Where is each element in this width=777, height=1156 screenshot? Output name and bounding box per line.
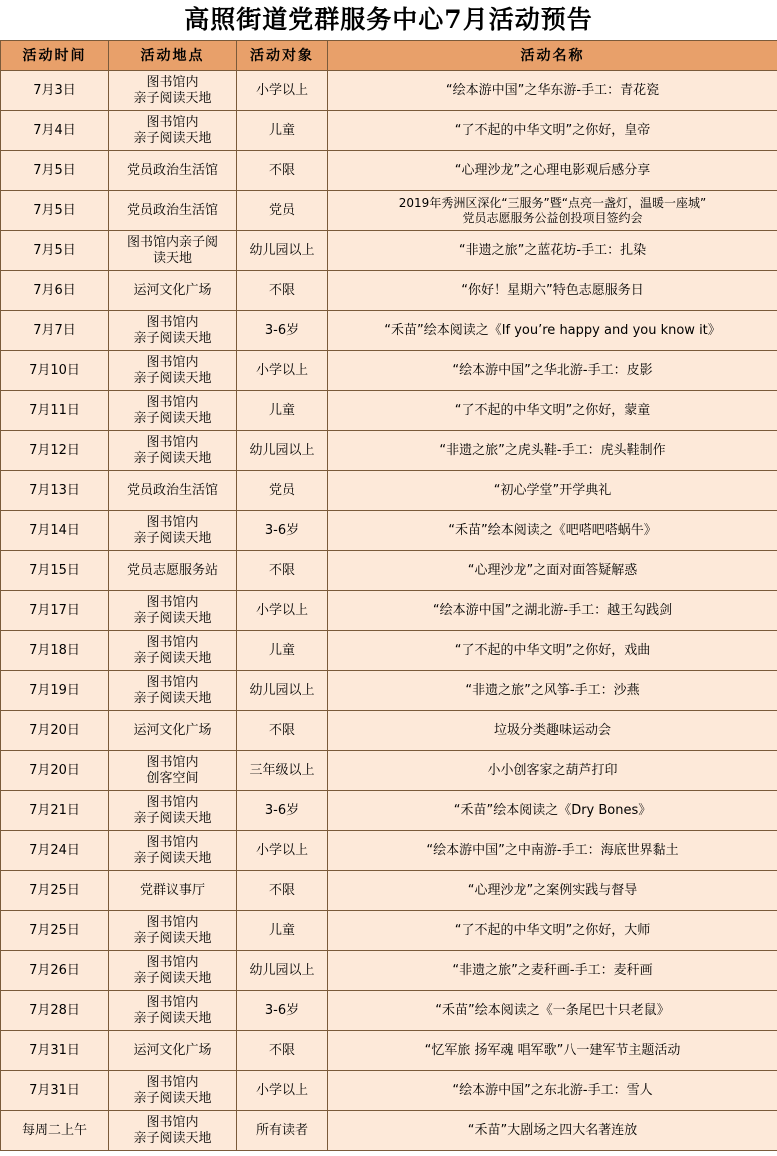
cell-audience: 不限 <box>237 151 328 191</box>
place-line: 亲子阅读天地 <box>133 330 212 346</box>
place-line: 图书馆内 <box>146 354 199 370</box>
place-line: 图书馆内 <box>146 114 199 130</box>
place-line: 图书馆内 <box>146 914 199 930</box>
cell-audience: 小学以上 <box>237 1071 328 1111</box>
place-line: 亲子阅读天地 <box>133 1010 212 1026</box>
cell-date: 7月17日 <box>1 591 109 631</box>
activity-name-line: 垃圾分类趣味运动会 <box>493 722 611 738</box>
place-line: 亲子阅读天地 <box>133 370 212 386</box>
place-line: 亲子阅读天地 <box>133 1130 212 1146</box>
cell-activity-name <box>328 631 777 671</box>
place-line: 党员政治生活馆 <box>126 202 218 218</box>
place-line: 亲子阅读天地 <box>133 850 212 866</box>
activity-name-line: “禾苗”绘本阅读之《吧嗒吧嗒蜗牛》 <box>448 522 657 538</box>
cell-date: 7月14日 <box>1 511 109 551</box>
cell-place <box>109 951 237 991</box>
activity-name-line: “了不起的中华文明”之你好，皇帝 <box>454 122 651 138</box>
cell-audience: 幼儿园以上 <box>237 951 328 991</box>
cell-audience: 小学以上 <box>237 831 328 871</box>
cell-place <box>109 511 237 551</box>
cell-activity-name <box>328 471 777 511</box>
cell-activity-name <box>328 591 777 631</box>
activity-name-line: “非遗之旅”之虎头鞋-手工：虎头鞋制作 <box>439 442 666 458</box>
cell-date: 7月31日 <box>1 1071 109 1111</box>
activity-name-line: “禾苗”大剧场之四大名著连放 <box>467 1122 638 1138</box>
activity-name-line: “非遗之旅”之风筝-手工：沙燕 <box>465 682 640 698</box>
cell-date: 7月31日 <box>1 1031 109 1071</box>
cell-date: 7月28日 <box>1 991 109 1031</box>
place-line: 图书馆内 <box>146 1074 199 1090</box>
cell-place <box>109 631 237 671</box>
cell-date: 7月5日 <box>1 151 109 191</box>
cell-audience: 小学以上 <box>237 351 328 391</box>
activity-name-line: “了不起的中华文明”之你好，戏曲 <box>454 642 651 658</box>
place-line: 亲子阅读天地 <box>133 530 212 546</box>
cell-place <box>109 151 237 191</box>
cell-date: 7月25日 <box>1 871 109 911</box>
place-line: 图书馆内亲子阅 <box>126 234 218 250</box>
table-row <box>1 231 777 271</box>
place-line: 党员志愿服务站 <box>126 562 218 578</box>
cell-audience: 儿童 <box>237 631 328 671</box>
place-line: 运河文化广场 <box>133 282 212 298</box>
cell-date: 7月18日 <box>1 631 109 671</box>
activity-name-line: “绘本游中国”之湖北游-手工：越王勾践剑 <box>432 602 673 618</box>
table-row <box>1 911 777 951</box>
cell-place <box>109 231 237 271</box>
cell-place <box>109 551 237 591</box>
table-row <box>1 871 777 911</box>
cell-audience: 不限 <box>237 551 328 591</box>
cell-audience: 小学以上 <box>237 71 328 111</box>
table-body <box>1 71 777 1151</box>
cell-date: 7月5日 <box>1 231 109 271</box>
activity-name-line: “你好！星期六”特色志愿服务日 <box>461 282 644 298</box>
table-row <box>1 351 777 391</box>
cell-audience: 党员 <box>237 191 328 231</box>
cell-activity-name <box>328 911 777 951</box>
table-row <box>1 391 777 431</box>
activity-name-line: “禾苗”绘本阅读之《一条尾巴十只老鼠》 <box>435 1002 670 1018</box>
cell-activity-name <box>328 351 777 391</box>
place-line: 创客空间 <box>146 770 199 786</box>
cell-place <box>109 311 237 351</box>
cell-activity-name <box>328 1071 777 1111</box>
place-line: 亲子阅读天地 <box>133 610 212 626</box>
activity-name-line: “了不起的中华文明”之你好，蒙童 <box>454 402 651 418</box>
table-header-row <box>1 41 777 71</box>
cell-activity-name <box>328 431 777 471</box>
cell-place <box>109 1031 237 1071</box>
cell-audience: 不限 <box>237 1031 328 1071</box>
cell-audience: 党员 <box>237 471 328 511</box>
table-row <box>1 1071 777 1111</box>
cell-place <box>109 471 237 511</box>
activity-name-line: “了不起的中华文明”之你好，大师 <box>454 922 651 938</box>
table-row <box>1 471 777 511</box>
table-row <box>1 151 777 191</box>
cell-activity-name <box>328 991 777 1031</box>
cell-date: 7月13日 <box>1 471 109 511</box>
place-line: 图书馆内 <box>146 514 199 530</box>
cell-date: 7月24日 <box>1 831 109 871</box>
table-row <box>1 111 777 151</box>
cell-audience: 幼儿园以上 <box>237 431 328 471</box>
header-audience: 活动对象 <box>237 41 328 71</box>
table-row <box>1 791 777 831</box>
place-line: 党群议事厅 <box>139 882 205 898</box>
cell-audience: 幼儿园以上 <box>237 231 328 271</box>
place-line: 亲子阅读天地 <box>133 90 212 106</box>
table-row <box>1 551 777 591</box>
cell-audience: 幼儿园以上 <box>237 671 328 711</box>
activity-name-line: “禾苗”绘本阅读之《If you’re happy and you know it》 <box>384 322 721 338</box>
table-row <box>1 311 777 351</box>
place-line: 读天地 <box>152 250 192 266</box>
place-line: 图书馆内 <box>146 994 199 1010</box>
cell-audience: 不限 <box>237 871 328 911</box>
activity-name-line: “心理沙龙”之心理电影观后感分享 <box>454 162 651 178</box>
cell-place <box>109 911 237 951</box>
cell-activity-name <box>328 271 777 311</box>
table-row <box>1 71 777 111</box>
cell-place <box>109 271 237 311</box>
cell-place <box>109 991 237 1031</box>
cell-activity-name <box>328 1111 777 1151</box>
cell-activity-name <box>328 191 777 231</box>
cell-date: 7月19日 <box>1 671 109 711</box>
cell-activity-name <box>328 871 777 911</box>
cell-date: 7月7日 <box>1 311 109 351</box>
cell-audience: 儿童 <box>237 391 328 431</box>
place-line: 图书馆内 <box>146 954 199 970</box>
table-row <box>1 671 777 711</box>
place-line: 图书馆内 <box>146 1114 199 1130</box>
cell-place <box>109 871 237 911</box>
cell-audience: 三年级以上 <box>237 751 328 791</box>
cell-audience: 3-6岁 <box>237 991 328 1031</box>
cell-activity-name <box>328 511 777 551</box>
table-row <box>1 751 777 791</box>
table-row <box>1 831 777 871</box>
cell-date: 7月6日 <box>1 271 109 311</box>
cell-activity-name <box>328 791 777 831</box>
header-place: 活动地点 <box>109 41 237 71</box>
cell-activity-name <box>328 111 777 151</box>
place-line: 亲子阅读天地 <box>133 690 212 706</box>
cell-activity-name <box>328 1031 777 1071</box>
place-line: 运河文化广场 <box>133 722 212 738</box>
activity-name-line: 小小创客家之葫芦打印 <box>487 762 618 778</box>
place-line: 图书馆内 <box>146 314 199 330</box>
place-line: 党员政治生活馆 <box>126 162 218 178</box>
table-row <box>1 631 777 671</box>
table-row <box>1 511 777 551</box>
activity-name-line: “非遗之旅”之麦秆画-手工：麦秆画 <box>452 962 653 978</box>
place-line: 图书馆内 <box>146 634 199 650</box>
place-line: 党员政治生活馆 <box>126 482 218 498</box>
cell-place <box>109 431 237 471</box>
cell-audience: 所有读者 <box>237 1111 328 1151</box>
cell-date: 7月26日 <box>1 951 109 991</box>
activity-name-line: “初心学堂”开学典礼 <box>493 482 612 498</box>
activity-schedule-table <box>0 40 777 1151</box>
table-row <box>1 991 777 1031</box>
cell-date: 7月20日 <box>1 751 109 791</box>
cell-activity-name <box>328 71 777 111</box>
cell-place <box>109 751 237 791</box>
cell-audience: 3-6岁 <box>237 311 328 351</box>
cell-activity-name <box>328 151 777 191</box>
page-title: 高照街道党群服务中心7月活动预告 <box>184 5 593 34</box>
place-line: 亲子阅读天地 <box>133 650 212 666</box>
cell-activity-name <box>328 551 777 591</box>
cell-place <box>109 671 237 711</box>
header-date: 活动时间 <box>1 41 109 71</box>
cell-date: 7月15日 <box>1 551 109 591</box>
place-line: 亲子阅读天地 <box>133 930 212 946</box>
cell-place <box>109 71 237 111</box>
header-activity-name: 活动名称 <box>328 41 777 71</box>
cell-place <box>109 711 237 751</box>
table-row <box>1 1111 777 1151</box>
cell-activity-name <box>328 311 777 351</box>
cell-audience: 不限 <box>237 711 328 751</box>
place-line: 图书馆内 <box>146 434 199 450</box>
cell-date: 每周二上午 <box>1 1111 109 1151</box>
place-line: 图书馆内 <box>146 834 199 850</box>
activity-name-line: “非遗之旅”之蓝花坊-手工：扎染 <box>458 242 647 258</box>
table-row <box>1 271 777 311</box>
table-row <box>1 711 777 751</box>
activity-name-line: “绘本游中国”之东北游-手工：雪人 <box>452 1082 653 1098</box>
place-line: 亲子阅读天地 <box>133 1090 212 1106</box>
cell-activity-name <box>328 671 777 711</box>
cell-activity-name <box>328 711 777 751</box>
cell-date: 7月12日 <box>1 431 109 471</box>
place-line: 运河文化广场 <box>133 1042 212 1058</box>
table-row <box>1 951 777 991</box>
cell-audience: 儿童 <box>237 111 328 151</box>
cell-place <box>109 191 237 231</box>
cell-date: 7月3日 <box>1 71 109 111</box>
table-row <box>1 1031 777 1071</box>
cell-place <box>109 1111 237 1151</box>
cell-audience: 3-6岁 <box>237 791 328 831</box>
place-line: 亲子阅读天地 <box>133 810 212 826</box>
place-line: 图书馆内 <box>146 394 199 410</box>
activity-name-line: 2019年秀洲区深化“三服务”暨“点亮一盏灯，温暖一座城” <box>398 195 707 210</box>
activity-name-line: “心理沙龙”之案例实践与督导 <box>467 882 638 898</box>
cell-audience: 小学以上 <box>237 591 328 631</box>
cell-activity-name <box>328 391 777 431</box>
place-line: 亲子阅读天地 <box>133 970 212 986</box>
place-line: 亲子阅读天地 <box>133 450 212 466</box>
place-line: 亲子阅读天地 <box>133 410 212 426</box>
cell-audience: 儿童 <box>237 911 328 951</box>
cell-audience: 不限 <box>237 271 328 311</box>
cell-activity-name <box>328 831 777 871</box>
cell-activity-name <box>328 751 777 791</box>
cell-place <box>109 1071 237 1111</box>
cell-date: 7月20日 <box>1 711 109 751</box>
cell-audience: 3-6岁 <box>237 511 328 551</box>
place-line: 图书馆内 <box>146 754 199 770</box>
table-row <box>1 431 777 471</box>
cell-date: 7月5日 <box>1 191 109 231</box>
cell-place <box>109 351 237 391</box>
cell-place <box>109 111 237 151</box>
activity-name-line: “忆军旅 扬军魂 唱军歌”八一建军节主题活动 <box>424 1042 681 1058</box>
table-row <box>1 191 777 231</box>
activity-name-line: “绘本游中国”之华东游-手工：青花瓷 <box>445 82 660 98</box>
activity-name-line: 党员志愿服务公益创投项目签约会 <box>462 210 643 225</box>
activity-name-line: “心理沙龙”之面对面答疑解惑 <box>467 562 638 578</box>
cell-date: 7月10日 <box>1 351 109 391</box>
cell-place <box>109 791 237 831</box>
activity-name-line: “绘本游中国”之华北游-手工：皮影 <box>452 362 653 378</box>
cell-activity-name <box>328 231 777 271</box>
cell-place <box>109 391 237 431</box>
place-line: 图书馆内 <box>146 794 199 810</box>
cell-date: 7月21日 <box>1 791 109 831</box>
activity-name-line: “绘本游中国”之中南游-手工：海底世界黏土 <box>426 842 679 858</box>
cell-date: 7月4日 <box>1 111 109 151</box>
place-line: 图书馆内 <box>146 674 199 690</box>
table-row <box>1 591 777 631</box>
place-line: 图书馆内 <box>146 74 199 90</box>
cell-place <box>109 831 237 871</box>
cell-activity-name <box>328 951 777 991</box>
place-line: 图书馆内 <box>146 594 199 610</box>
activity-name-line: “禾苗”绘本阅读之《Dry Bones》 <box>453 802 652 818</box>
place-line: 亲子阅读天地 <box>133 130 212 146</box>
cell-date: 7月11日 <box>1 391 109 431</box>
cell-place <box>109 591 237 631</box>
cell-date: 7月25日 <box>1 911 109 951</box>
